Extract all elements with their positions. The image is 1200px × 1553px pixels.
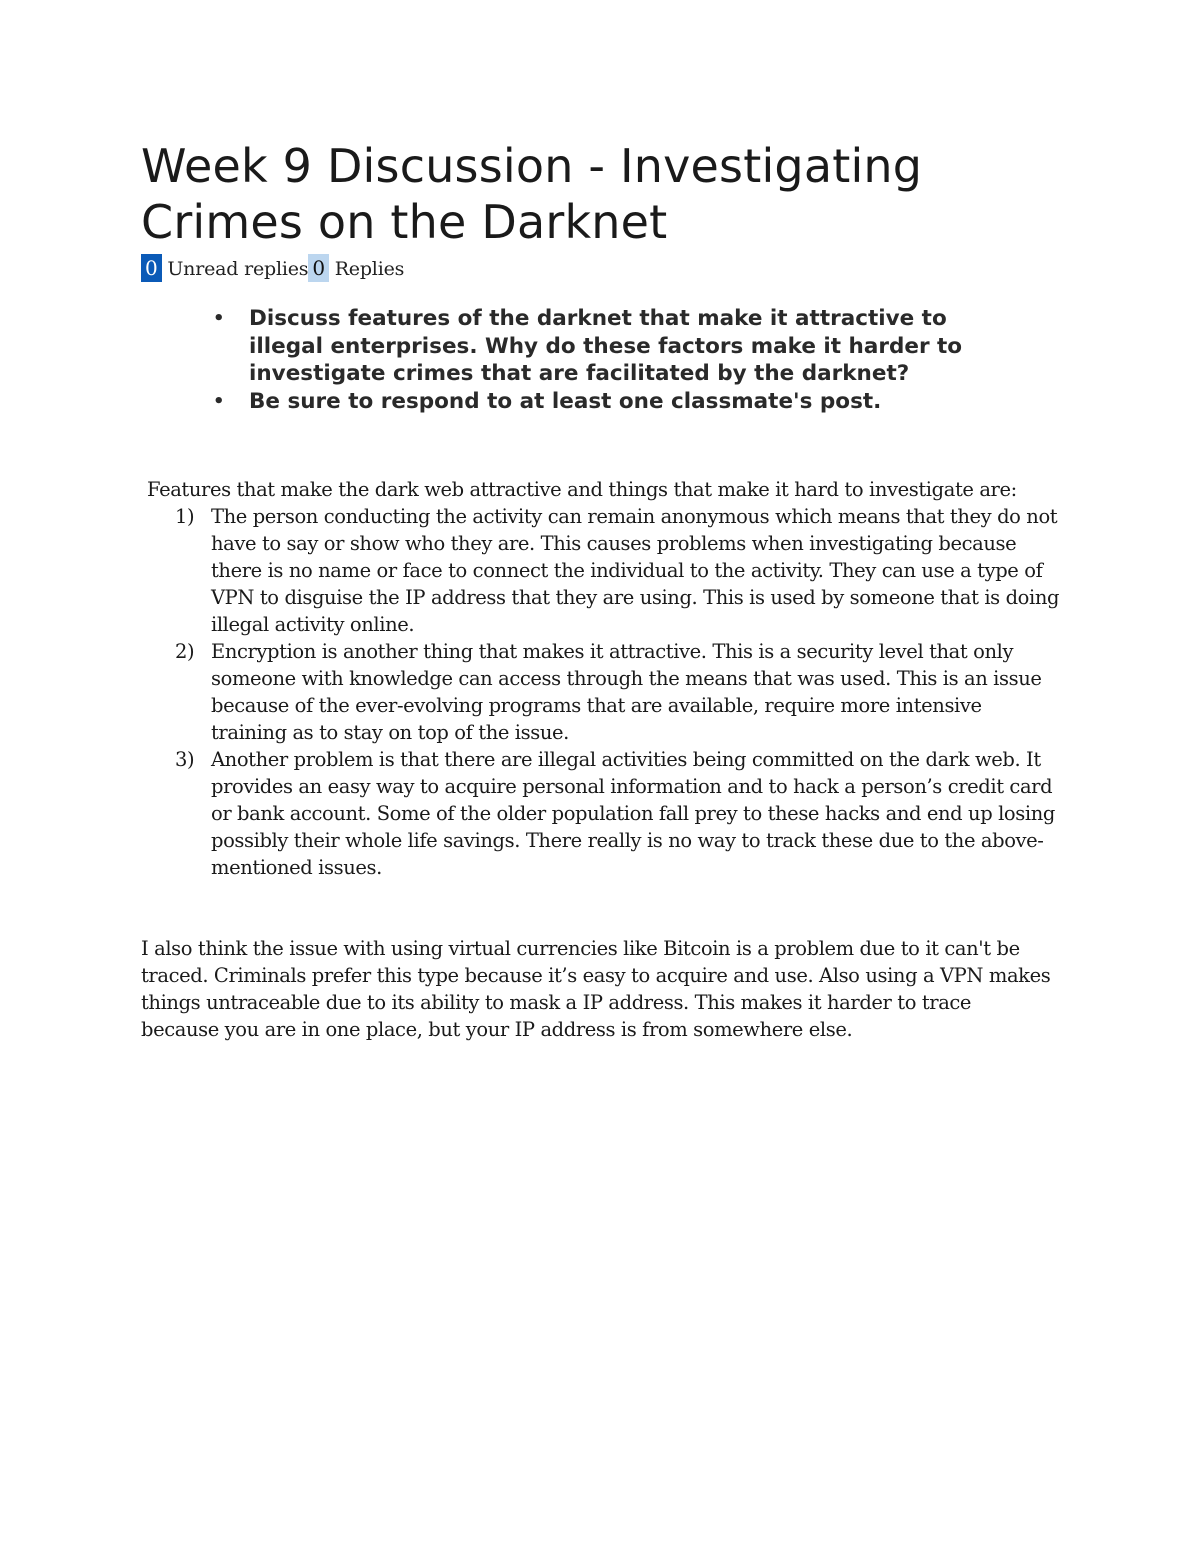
point-number: 2) <box>175 640 195 663</box>
prompt-text: Discuss features of the darknet that make it attractive to illegal enterprises. Why do these factors make it harder to investigate crimes that are facilitated by the darknet? <box>249 306 963 386</box>
unread-replies-label: Unread replies <box>161 258 309 280</box>
point-text: Another problem is that there are illegal activities being committed on the dark web. It provides an easy way to acquire personal information and to hack a person’s credit card or bank account. Some of the older population fall prey to these hacks and end up losing possibly their whole life savings. There really is no way to track these due to the above-mentioned issues. <box>211 748 1055 879</box>
point-number: 3) <box>175 748 195 771</box>
bullet-icon: • <box>213 308 225 329</box>
response-point <box>175 638 1061 746</box>
response-points <box>141 503 1061 881</box>
discussion-prompts <box>141 305 1009 415</box>
reply-counts <box>141 254 1071 283</box>
prompt-item <box>213 388 1009 416</box>
unread-replies-badge[interactable]: 0 <box>141 254 162 282</box>
point-text: Encryption is another thing that makes it attractive. This is a security level that only someone with knowledge can access through the means that was used. This is an issue because of the ever-evolving programs that are available, require more intensive training as to stay on top of the issue. <box>211 640 1042 744</box>
closing-paragraph: I also think the issue with using virtual currencies like Bitcoin is a problem due to it can't be traced. Criminals prefer this type because it’s easy to acquire and use. Also using a VPN makes things untraceable due to its ability to mask a IP address. This makes it harder to trace because you are in one place, but your IP address is from somewhere else. <box>141 937 1051 1041</box>
prompt-item <box>213 305 1009 388</box>
point-text: The person conducting the activity can remain anonymous which means that they do not have to say or show who they are. This causes problems when investigating because there is no name or face to connect the individual to the activity. They can use a type of VPN to disguise the IP address that they are using. This is used by someone that is doing illegal activity online. <box>211 505 1060 636</box>
response-point <box>175 503 1061 638</box>
document-page <box>141 138 1071 1043</box>
prompt-text: Be sure to respond to at least one classmate's post. <box>249 388 882 414</box>
page-title: Week 9 Discussion - Investigating Crimes on the Darknet <box>141 139 923 249</box>
response-intro: Features that make the dark web attractive and things that make it hard to investigate are: <box>147 478 1017 501</box>
replies-label: Replies <box>328 258 405 280</box>
response-point <box>175 746 1061 881</box>
bullet-icon: • <box>213 390 225 412</box>
replies-badge[interactable]: 0 <box>308 254 329 282</box>
point-number: 1) <box>175 505 195 528</box>
